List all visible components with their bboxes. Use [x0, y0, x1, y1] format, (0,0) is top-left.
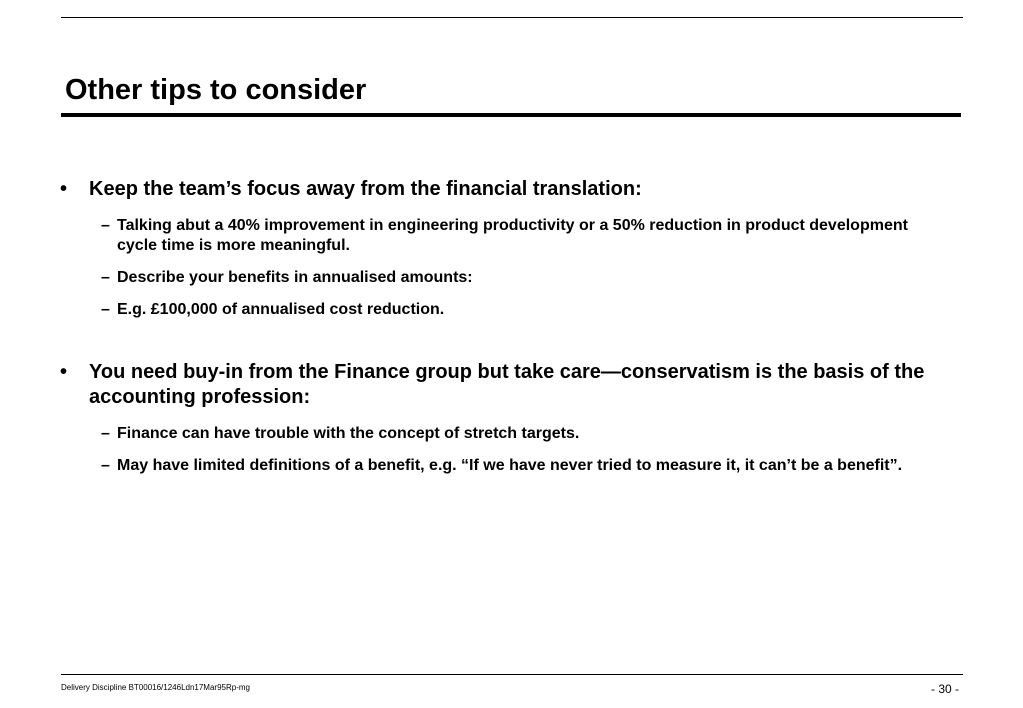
sub-bullet-mark: –: [101, 217, 110, 234]
sub-bullet-item: [101, 424, 941, 444]
sub-bullet-text: Describe your benefits in annualised amounts:: [117, 269, 473, 286]
sub-bullet-text: E.g. £100,000 of annualised cost reduction.: [117, 301, 445, 318]
sub-bullet-item: [101, 268, 941, 288]
bullet-mark: •: [60, 178, 68, 200]
slide-title: Other tips to consider: [65, 74, 367, 106]
sub-bullet-mark: –: [101, 457, 110, 474]
page-number: - 30 -: [930, 682, 959, 696]
footer-reference: Delivery Discipline BT00016/1246Ldn17Mar95Rp-mg: [61, 683, 250, 692]
sub-bullet-text: Finance can have trouble with the concept of stretch targets.: [117, 425, 580, 442]
sub-bullet-text: May have limited definitions of a benefit, e.g. “If we have never tried to measure it, it can’t be a benefit”.: [117, 457, 903, 474]
bullet-mark: •: [60, 361, 68, 383]
bullet-item: [60, 360, 940, 410]
bullet-text: Keep the team’s focus away from the financial translation:: [89, 178, 642, 200]
sub-bullet-mark: –: [101, 301, 110, 318]
bullet-text: You need buy-in from the Finance group but take care—conservatism is the basis of the accounting profession:: [89, 361, 925, 408]
bullet-item: [60, 177, 940, 202]
sub-bullet-mark: –: [101, 269, 110, 286]
footer-rule: [61, 674, 963, 675]
sub-bullet-mark: –: [101, 425, 110, 442]
title-underline: [61, 113, 961, 117]
sub-bullet-item: [101, 300, 941, 320]
sub-bullet-item: [101, 456, 941, 476]
sub-bullet-item: [101, 216, 941, 256]
top-rule: [61, 17, 963, 18]
sub-bullet-text: Talking abut a 40% improvement in engineering productivity or a 50% reduction in product development cycle time is more meaningful.: [117, 217, 908, 254]
